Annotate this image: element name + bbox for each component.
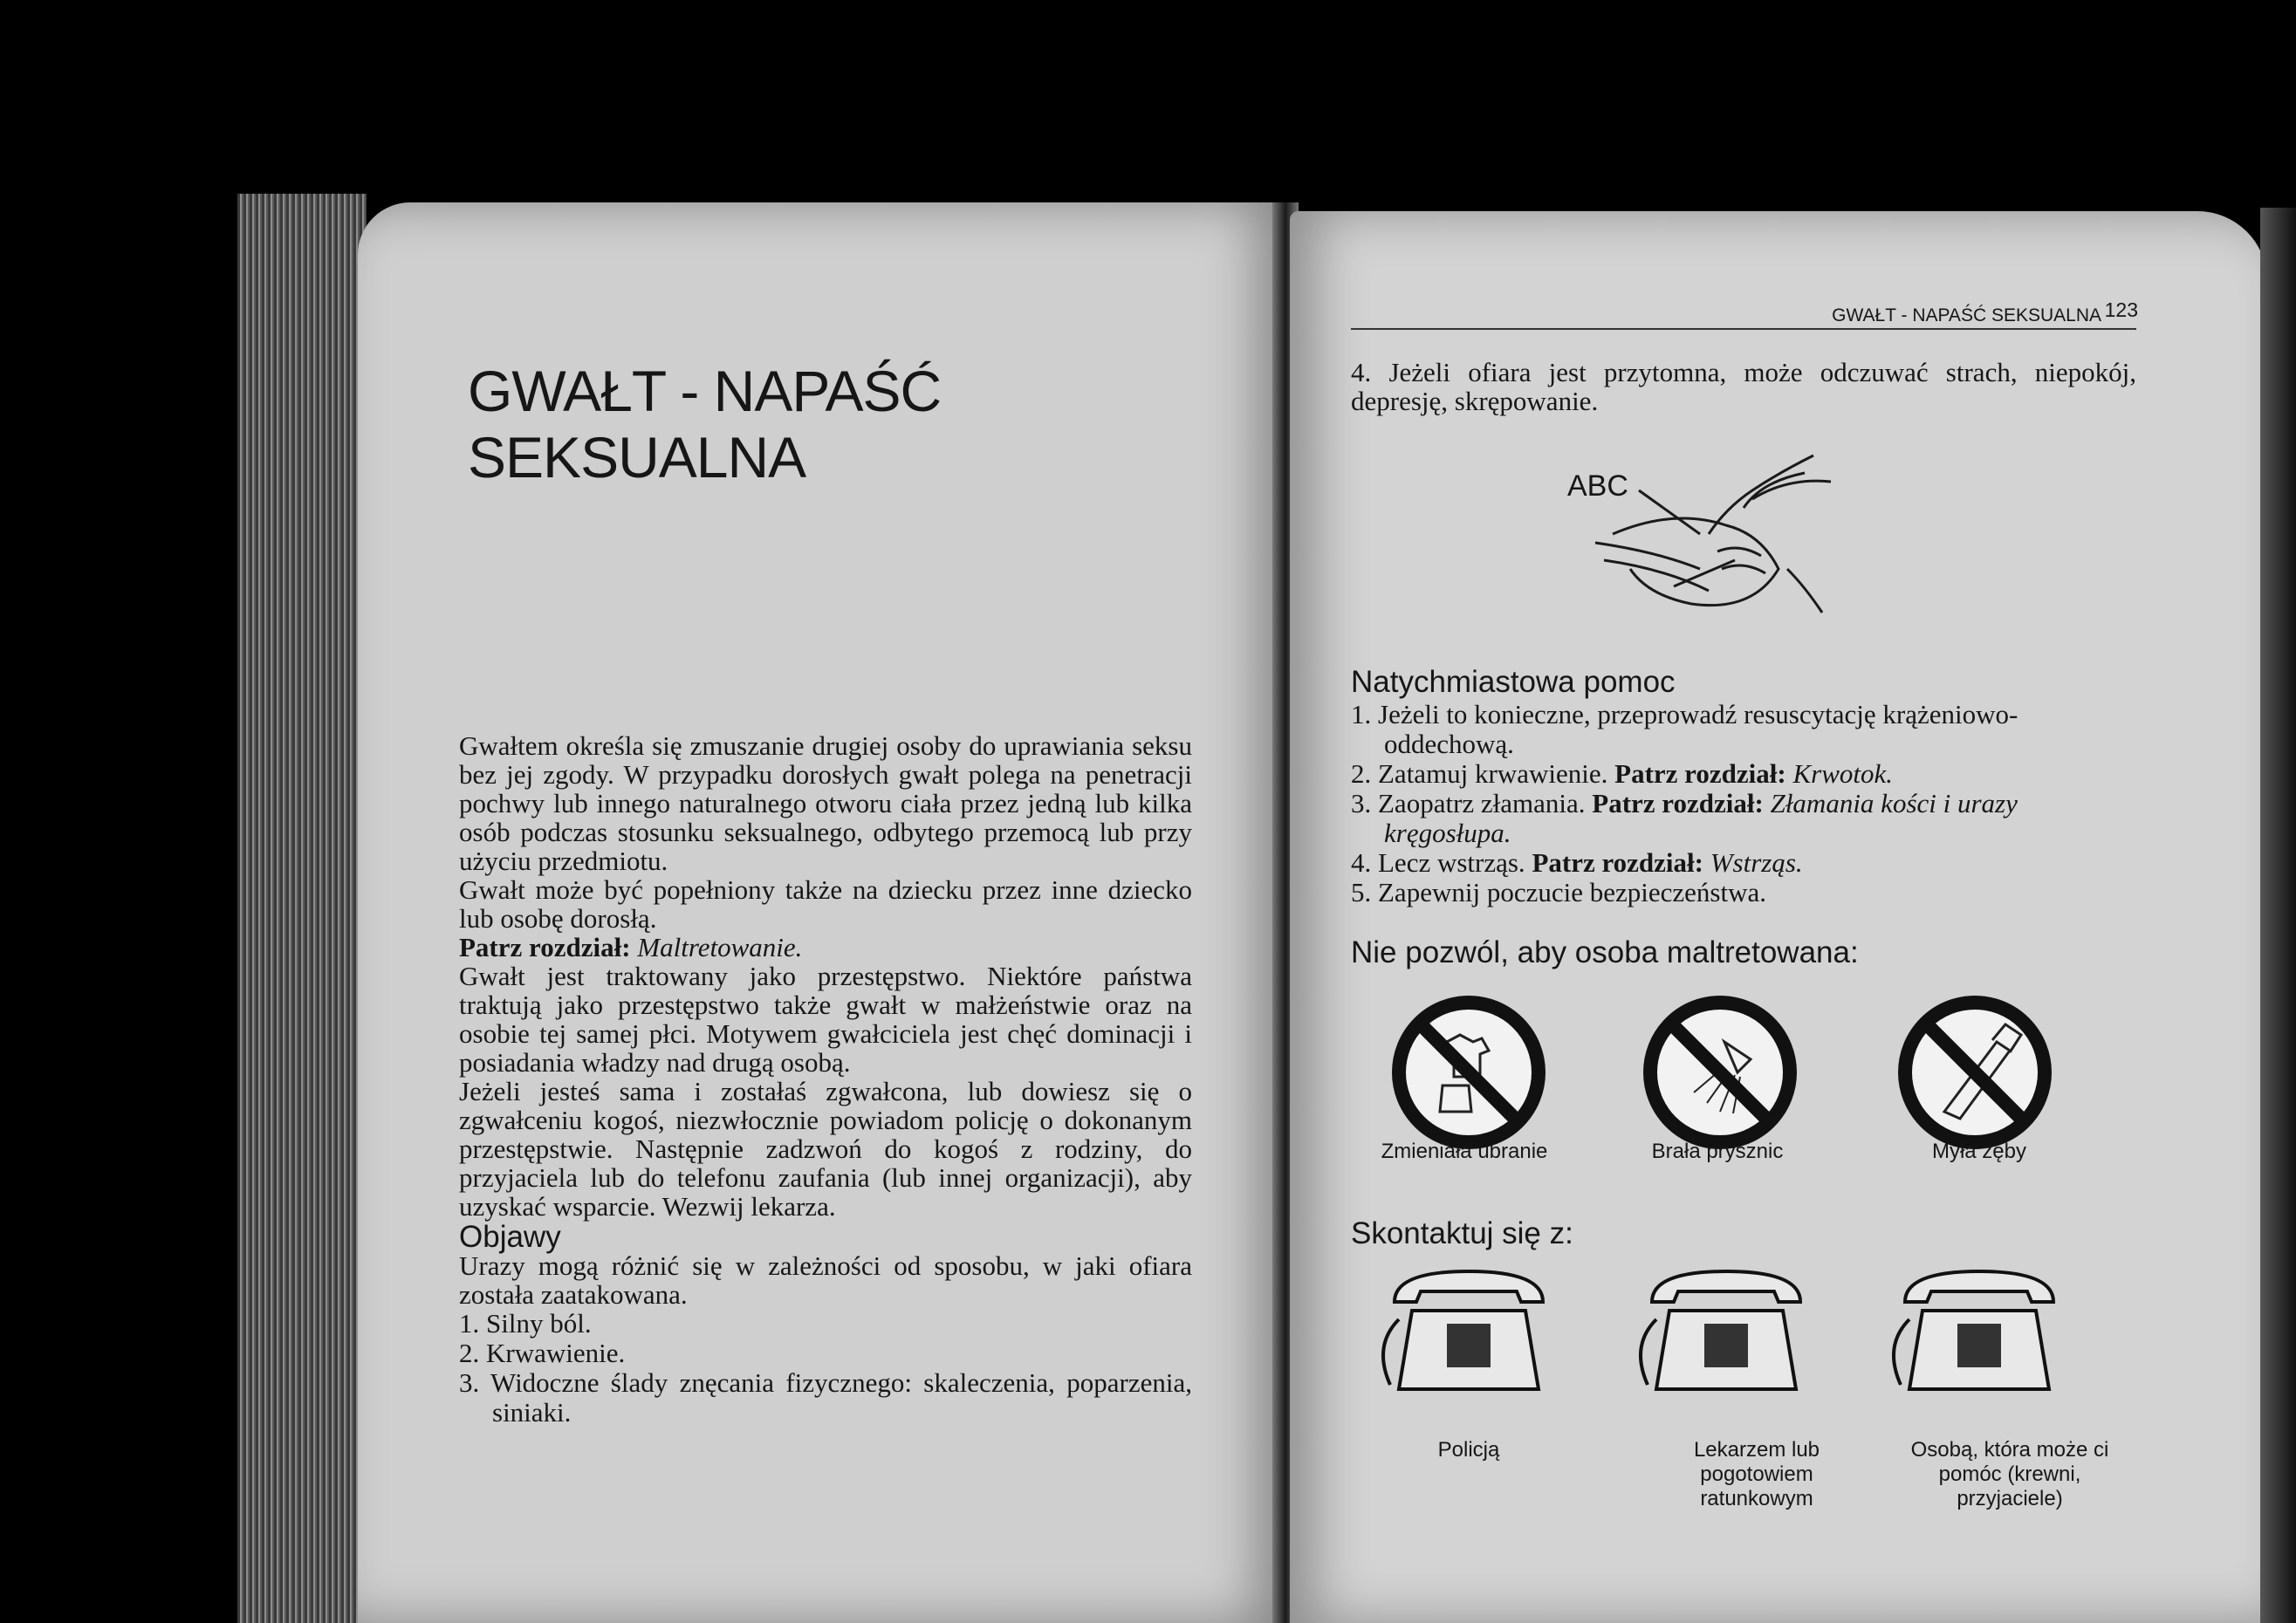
running-head: GWAŁT - NAPAŚĆ SEKSUALNA xyxy=(1832,305,2101,325)
symptoms-list xyxy=(459,1309,1192,1428)
chapter-title: GWAŁT - NAPAŚĆ SEKSUALNA xyxy=(468,359,942,490)
list-item: 4. Lecz wstrząs. Patrz rozdział: Wstrząs. xyxy=(1351,847,1803,878)
ref-label: Patrz rozdział: xyxy=(459,932,631,962)
page-number: 123 xyxy=(2104,298,2138,321)
shower-prohibited-icon xyxy=(1637,990,1803,1155)
symptoms-heading: Objawy xyxy=(459,1220,561,1254)
list-item: 5. Zapewnij poczucie bezpieczeństwa. xyxy=(1351,877,1766,907)
dont-caption: Zmieniała ubranie xyxy=(1381,1140,1548,1163)
telephone-icon xyxy=(1888,1258,2071,1407)
paragraph: Gwałtem określa się zmuszanie drugiej osoby do uprawiania seksu bez jej zgody. W przypadku dorosłych gwałt polega na penetracji pochwy lub innego naturalnego otworu ciała przez jedną lub kilka osób podczas stosunku seksualnego, odbytego przemocą lub przy użyciu przedmiotu. xyxy=(459,730,1192,876)
clothes-prohibited-icon xyxy=(1386,990,1552,1155)
telephone-icon xyxy=(1377,1258,1560,1407)
telephone-icon xyxy=(1635,1258,1818,1407)
symptoms-intro: Urazy mogą różnić się w zależności od sposobu, w jaki ofiara została zaatakowana. xyxy=(459,1250,1192,1310)
dont-caption: Myła zęby xyxy=(1931,1140,2027,1163)
list-item: 3. Zaopatrz złamania. Patrz rozdział: Złamania kości i urazy kręgosłupa. xyxy=(1351,788,2018,848)
list-item: 2. Zatamuj krwawienie. Patrz rozdział: Krwotok. xyxy=(1351,758,1893,789)
contact-caption: Osobą, która może ci pomóc (krewni, przyjaciele) xyxy=(1910,1438,2109,1510)
paragraph: Gwałt może być popełniony także na dziecku przez inne dziecko lub osobę dorosłą. xyxy=(459,874,1192,934)
paragraph: Jeżeli jesteś sama i zostałaś zgwałcona, lub dowiesz się o zgwałceniu kogoś, niezwłocznie powiadom policję o dokonanym przestępstwie. Następnie zadzwoń do kogoś z rodziny, do przyjaciela lub do telefonu zaufania (lub innej organizacji), aby uzyskać wsparcie. Wezwij lekarza. xyxy=(459,1076,1192,1222)
see-also-ref xyxy=(459,933,1192,962)
contact-caption: Lekarzem lub pogotowiem ratunkowym xyxy=(1693,1438,1820,1510)
abc-label: ABC xyxy=(1567,469,1628,503)
dont-caption: Brała prysznic xyxy=(1651,1140,1784,1163)
toothbrush-prohibited-icon xyxy=(1892,990,2058,1155)
list-item: 1. Silny ból. xyxy=(459,1308,592,1339)
list-item: 3. Widoczne ślady znęcania fizycznego: skaleczenia, poparzenia, siniaki. xyxy=(459,1367,1192,1428)
left-body xyxy=(459,731,1192,1428)
page-edges xyxy=(237,194,367,1623)
left-page xyxy=(358,202,1283,1623)
paragraph: Gwałt jest traktowany jako przestępstwo. Niektóre państwa traktują jako przestępstwo także gwałt w małżeństwie oraz na osobie tej samej płci. Motywem gwałciciela jest chęć dominacji i posiadania władzy nad drugą osobą. xyxy=(459,961,1192,1078)
list-item: 1. Jeżeli to konieczne, przeprowadź resuscytację krążeniowo-oddechową. xyxy=(1351,699,2018,759)
header-rule xyxy=(1351,328,2136,330)
first-aid-heading: Natychmiastowa pomoc xyxy=(1351,665,1676,699)
list-item: 2. Krwawienie. xyxy=(459,1338,626,1368)
airway-check-illustration xyxy=(1578,438,1857,630)
contact-caption: Policją xyxy=(1437,1438,1500,1462)
right-page-edge xyxy=(2260,208,2296,1623)
contact-heading: Skontaktuj się z: xyxy=(1351,1216,1573,1250)
dont-heading: Nie pozwól, aby osoba maltretowana: xyxy=(1351,935,1859,969)
ref-target: Maltretowanie. xyxy=(637,932,803,962)
first-aid-list xyxy=(1351,700,2136,907)
symptom-4: 4. Jeżeli ofiara jest przytomna, może odczuwać strach, niepokój, depresję, skrępowanie. xyxy=(1351,357,2136,416)
right-page xyxy=(1290,211,2267,1623)
